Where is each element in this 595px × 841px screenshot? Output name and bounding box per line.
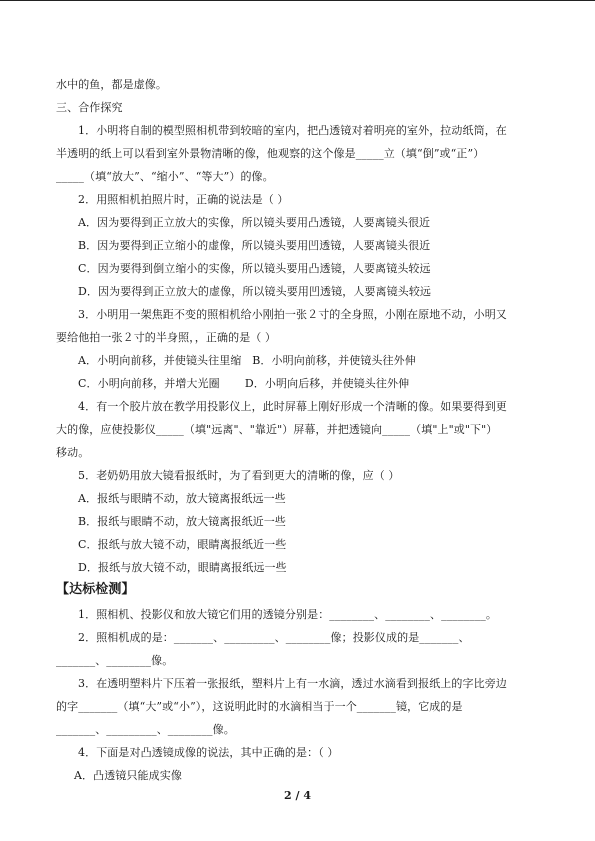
option-line: C．因为要得到倒立缩小的实像，所以镜头要用凸透镜，人要离镜头较远 [78, 262, 431, 275]
option-line: B．因为要得到正立缩小的虚像，所以镜头要用凹透镜，人要离镜头很近 [78, 239, 431, 252]
text-line: 2．用照相机拍照片时，正确的说法是（ ） [78, 193, 289, 206]
text-line: 1．照相机、投影仪和放大镜它们用的透镜分别是：________、________、________。 [78, 608, 497, 621]
text-line: _____（填“放大”、“缩小”、“等大”）的像。 [56, 170, 274, 183]
text-line: 的字_______（填“大”或“小”），这说明此时的水滴相当于一个_______镜，它成的是 [56, 700, 463, 713]
option-line: A．凸透镜只能成实像 [74, 769, 182, 782]
text-line: 4．下面是对凸透镜成像的说法，其中正确的是：（ ） [78, 746, 339, 759]
option-line: C．报纸与放大镜不动，眼睛离报纸近一些 [78, 538, 287, 551]
text-line: 1．小明将自制的模型照相机带到较暗的室内，把凸透镜对着明亮的室外，拉动纸筒，在 [78, 124, 507, 137]
text-line: 要给他拍一张２寸的半身照，，正确的是（ ） [56, 331, 277, 344]
text-line: 移动。 [56, 446, 90, 459]
option-line: B．报纸与眼睛不动，放大镜离报纸近一些 [78, 515, 286, 528]
text-line: 2．照相机成的是：_______、_________、________像；投影仪成的是_______、 [78, 631, 470, 644]
option-line: A．因为要得到正立放大的实像，所以镜头要用凸透镜，人要离镜头很近 [78, 216, 431, 229]
option-line: C．小明向前移，并增大光圈 D．小明向后移，并使镜头往外伸 [78, 377, 410, 390]
text-line: 3．在透明塑料片下压着一张报纸，塑料片上有一水滴，透过水滴看到报纸上的字比旁边 [78, 677, 507, 690]
text-line: 半透明的纸上可以看到室外景物清晰的像，他观察的这个像是_____立（填“倒”或“正”） [56, 147, 485, 160]
section-heading: 【达标检测】 [56, 582, 135, 597]
text-line: _______、________像。 [56, 654, 174, 667]
page-number: 2 / 4 [284, 789, 311, 802]
section-heading: 三、合作探究 [56, 101, 123, 114]
option-line: A．报纸与眼睛不动，放大镜离报纸远一些 [78, 492, 286, 505]
option-line: D．报纸与放大镜不动，眼睛离报纸远一些 [78, 561, 287, 574]
text-line: 4．有一个胶片放在教学用投影仪上，此时屏幕上刚好形成一个清晰的像。如果要得到更 [78, 400, 507, 413]
option-line: A．小明向前移，并使镜头往里缩 B．小明向前移，并使镜头往外伸 [78, 354, 416, 367]
text-line: _______、_________、________像。 [56, 723, 235, 736]
text-line: 大的像，应使投影仪_____（填"远离"、"靠近"）屏幕，并把透镜向_____（填"上"或"下"） [56, 423, 498, 436]
option-line: D．因为要得到正立放大的虚像，所以镜头要用凹透镜，人要离镜头较远 [78, 285, 432, 298]
text-line: 3．小明用一架焦距不变的照相机给小刚拍一张２寸的全身照，小刚在原地不动，小明又 [78, 308, 507, 321]
text-line: 5．老奶奶用放大镜看报纸时，为了看到更大的清晰的像，应（ ） [78, 469, 400, 482]
text-line: 水中的鱼，都是虚像。 [56, 78, 167, 91]
